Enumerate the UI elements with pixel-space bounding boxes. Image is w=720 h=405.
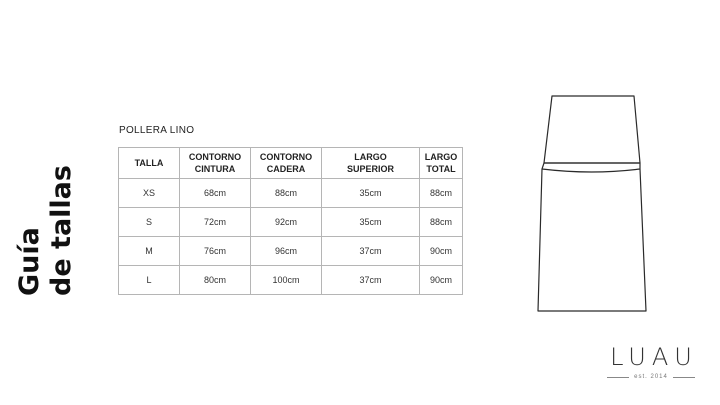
header-contorno-cintura: CONTORNO CINTURA: [180, 148, 251, 179]
cell-hip: 92cm: [251, 208, 322, 237]
cell-waist: 76cm: [180, 237, 251, 266]
table-row: [119, 208, 463, 237]
cell-size: XS: [119, 179, 180, 208]
cell-hip: 100cm: [251, 266, 322, 295]
size-table: [118, 147, 463, 295]
guide-title-line1: Guía: [14, 227, 45, 296]
table-row: [119, 266, 463, 295]
brand-logo: [604, 343, 698, 380]
cell-hip: 96cm: [251, 237, 322, 266]
cell-upper-length: 35cm: [322, 208, 420, 237]
cell-waist: 80cm: [180, 266, 251, 295]
header-talla: TALLA: [119, 148, 180, 179]
table-header-row: [119, 148, 463, 179]
divider: [607, 377, 629, 378]
cell-total-length: 90cm: [420, 237, 463, 266]
brand-tagline: est. 2014: [634, 374, 668, 380]
cell-upper-length: 37cm: [322, 266, 420, 295]
header-contorno-cadera: CONTORNO CADERA: [251, 148, 322, 179]
header-largo-total: LARGO TOTAL: [420, 148, 463, 179]
cell-total-length: 88cm: [420, 179, 463, 208]
cell-waist: 72cm: [180, 208, 251, 237]
skirt-icon: [530, 93, 650, 315]
header-largo-superior: LARGO SUPERIOR: [322, 148, 420, 179]
brand-name: LUAU: [610, 343, 698, 371]
guide-title-line2: de tallas: [46, 165, 77, 296]
cell-waist: 68cm: [180, 179, 251, 208]
brand-tagline-row: [604, 374, 698, 380]
table-row: [119, 179, 463, 208]
cell-hip: 88cm: [251, 179, 322, 208]
cell-size: L: [119, 266, 180, 295]
cell-size: S: [119, 208, 180, 237]
cell-total-length: 88cm: [420, 208, 463, 237]
cell-upper-length: 35cm: [322, 179, 420, 208]
cell-size: M: [119, 237, 180, 266]
divider: [673, 377, 695, 378]
table-title: POLLERA LINO: [119, 125, 195, 136]
table-row: [119, 237, 463, 266]
cell-total-length: 90cm: [420, 266, 463, 295]
cell-upper-length: 37cm: [322, 237, 420, 266]
